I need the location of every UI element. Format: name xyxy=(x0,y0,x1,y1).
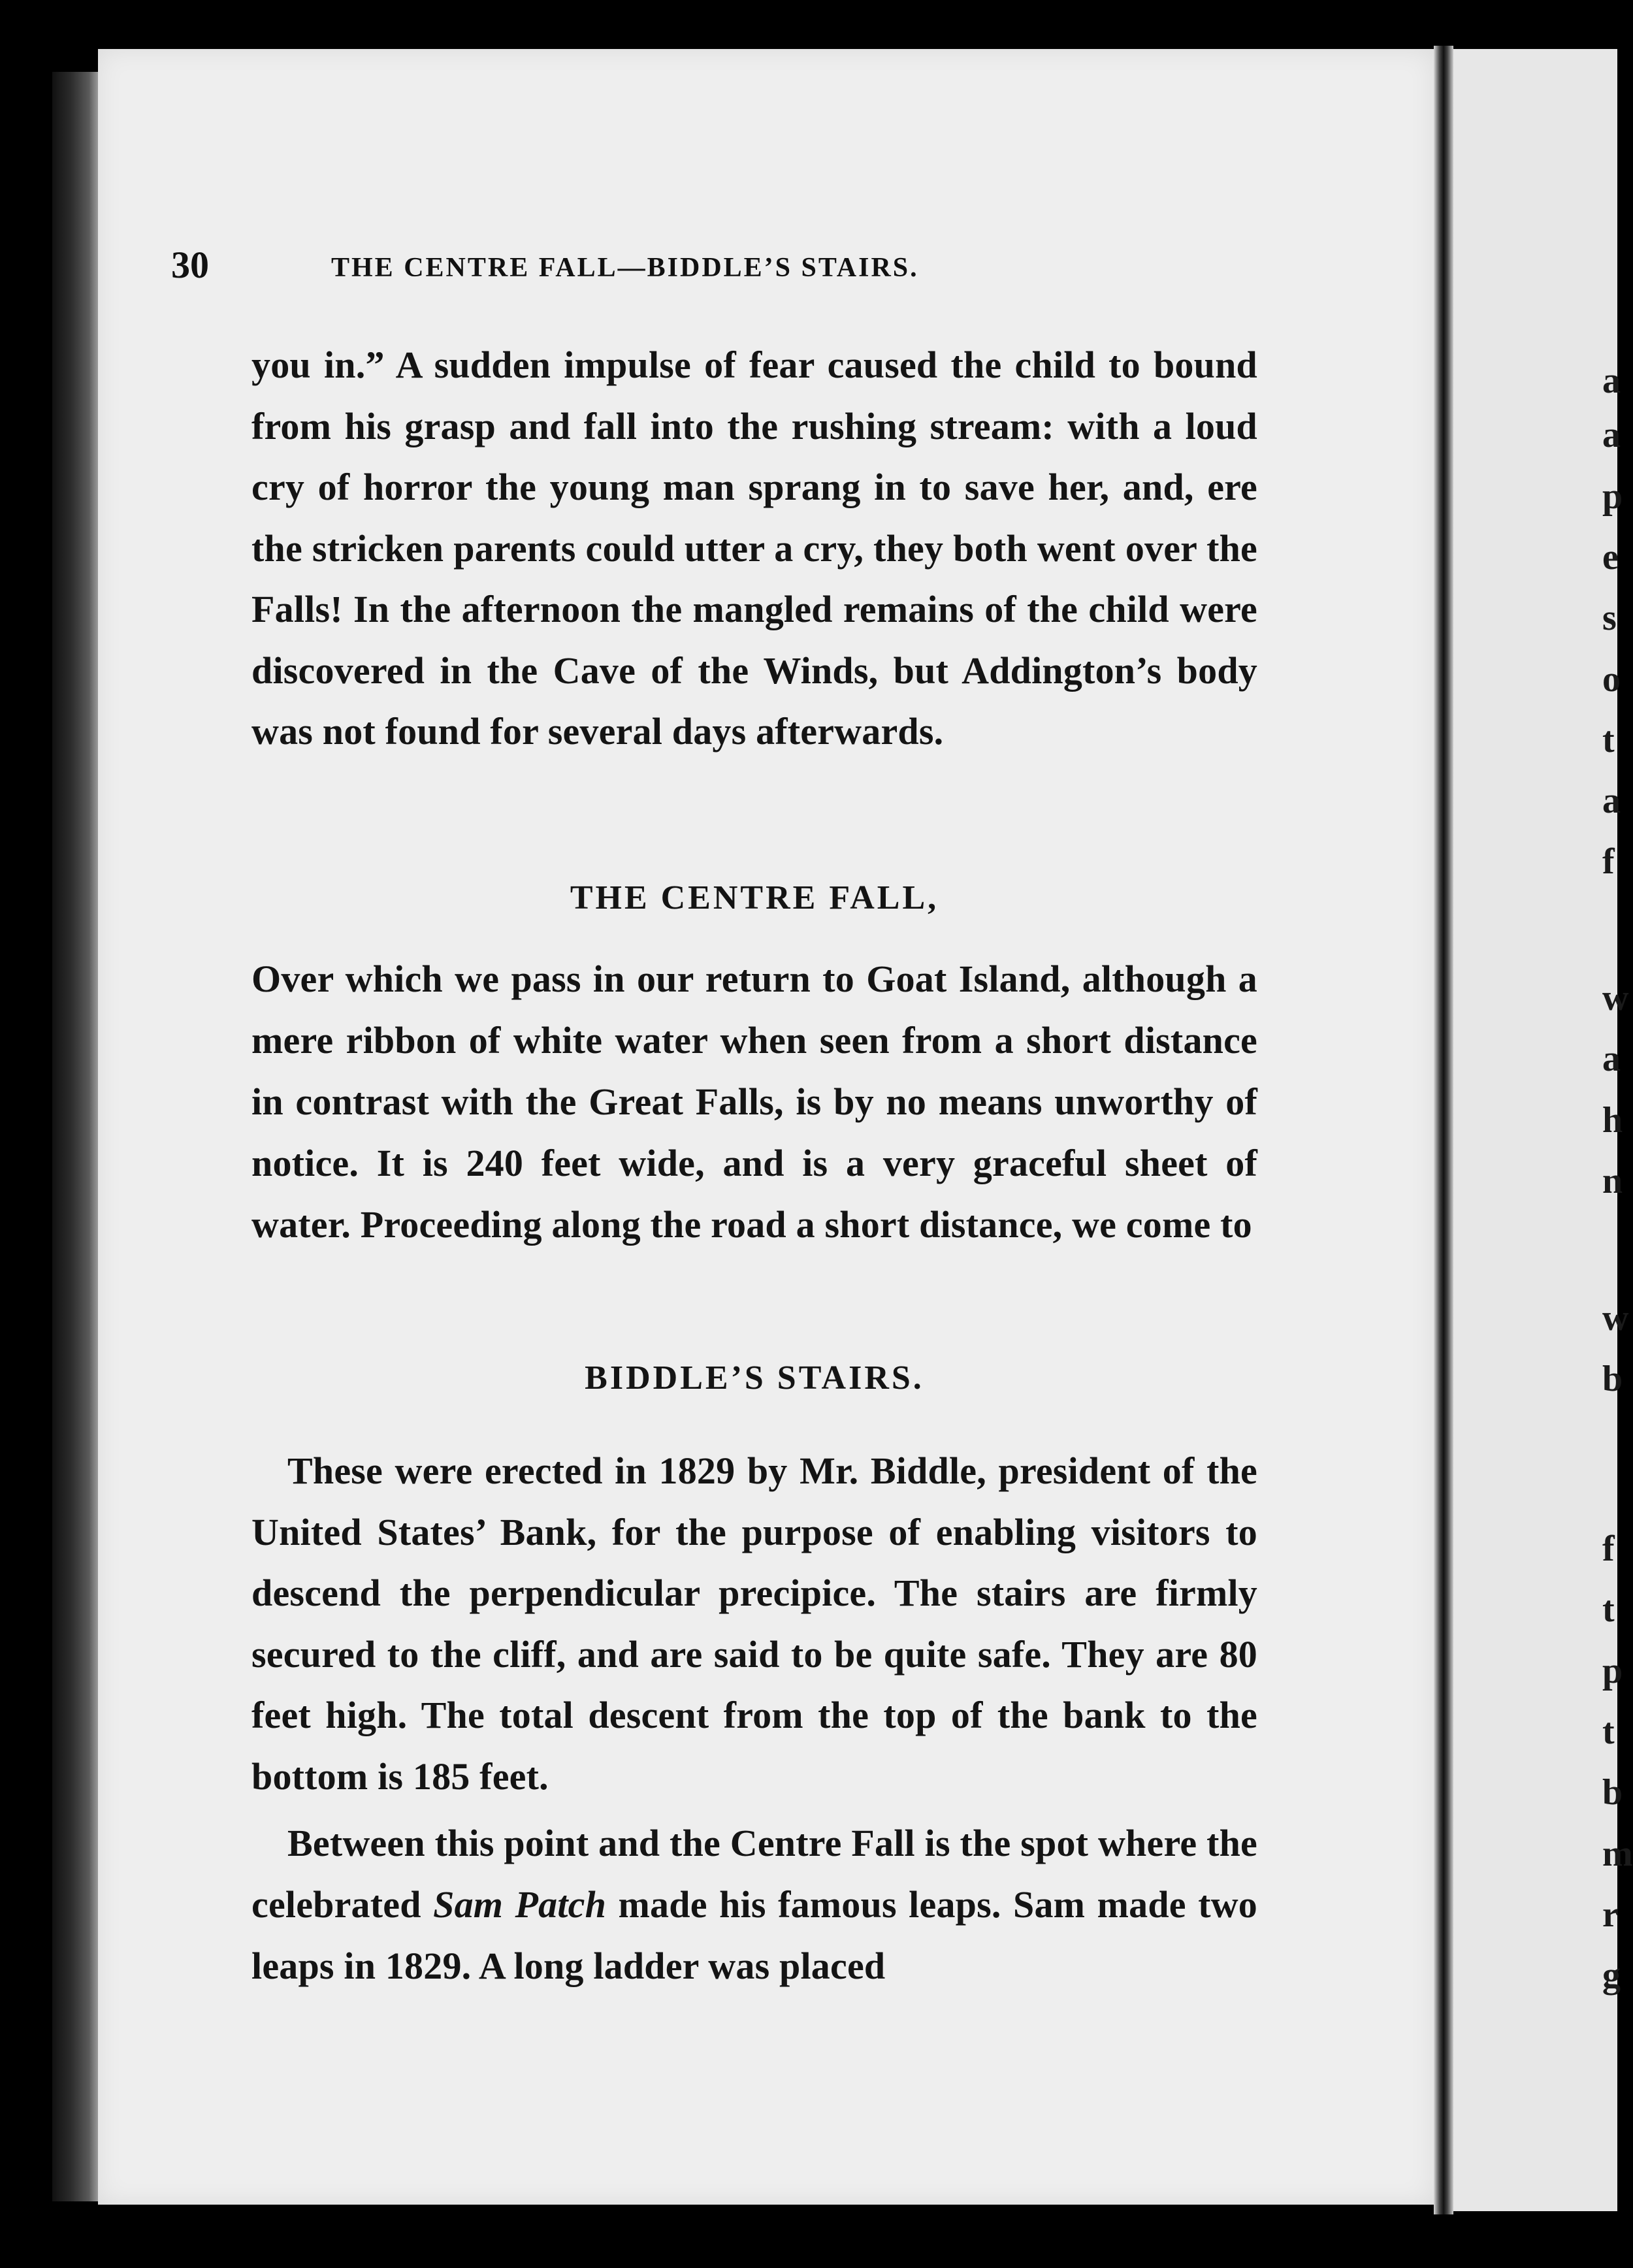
facing-page-fragment: b xyxy=(1602,1772,1623,1813)
facing-page-fragment: p xyxy=(1602,476,1623,517)
facing-page-fragment: n xyxy=(1602,1161,1623,1201)
facing-page-fragment: t xyxy=(1602,720,1615,760)
running-head xyxy=(171,243,1216,289)
paragraph-biddles-stairs: These were erected in 1829 by Mr. Biddle, president of the United States’ Bank, for the purpose of enabling visitors to descend the perpendicular precipice. The stairs are firmly secured to the cliff, and are said to be quite safe. They are 80 feet high. The total descent from the top of the bank to the bottom is 185 feet. xyxy=(251,1450,1257,1798)
facing-page-fragment: a xyxy=(1602,415,1621,455)
facing-page-fragment: e xyxy=(1602,537,1619,577)
facing-page-fragment: g xyxy=(1602,1955,1621,1996)
facing-page-fragment: m xyxy=(1602,1834,1633,1874)
facing-page-fragment: a xyxy=(1602,361,1621,401)
facing-page-fragment: h xyxy=(1602,1100,1623,1141)
facing-page xyxy=(1453,49,1633,2211)
running-head-title: THE CENTRE FALL—BIDDLE’S STAIRS. xyxy=(331,253,919,283)
sam-patch-text-before: Between this point and the Centre Fall is the spot where the celebrated xyxy=(251,1822,1257,1926)
facing-page-fragment: t xyxy=(1602,1589,1615,1630)
facing-page-fragment: w xyxy=(1602,978,1629,1018)
facing-page-fragment: f xyxy=(1602,841,1615,882)
sam-patch-name: Sam Patch xyxy=(433,1883,607,1926)
paragraph-addington-story: you in.” A sudden impulse of fear caused the child to bound from his grasp and fall into the rushing stream: with a loud cry of horror the young man sprang in to save her, and, ere the stricken parents could utter a cry, they both went over the Falls! In the afternoon the mangled remains of the child were discovered in the Cave of the Winds, but Addington’s body was not found for several days afterwards. xyxy=(251,344,1257,753)
facing-page-fragment: w xyxy=(1602,1298,1629,1338)
facing-page-fragment: b xyxy=(1602,1359,1623,1399)
facing-page-fragment: t xyxy=(1602,1711,1615,1752)
heading-biddles-stairs: BIDDLE’S STAIRS. xyxy=(585,1359,924,1397)
facing-page-fragment: p xyxy=(1602,1651,1623,1691)
facing-page-fragment: a xyxy=(1602,1039,1621,1079)
book-gutter xyxy=(1434,46,1453,2214)
paragraph-sam-patch xyxy=(251,1813,1257,1997)
heading-centre-fall: THE CENTRE FALL, xyxy=(570,879,939,916)
facing-page-fragment: r xyxy=(1602,1894,1619,1935)
page-number: 30 xyxy=(171,244,209,286)
paragraph-centre-fall: Over which we pass in our return to Goat Island, although a mere ribbon of white water when seen from a short distance in contrast with the Great Falls, is by no means unworthy of notice. It is 240 feet wide, and is a very graceful sheet of water. Proceeding along the road a short distance, we come to xyxy=(251,958,1257,1246)
facing-page-fragment: o xyxy=(1602,659,1621,700)
sam-patch-text-after: made his famous leaps. Sam made two leaps in 1829. A long ladder was placed xyxy=(251,1883,1258,1987)
facing-page-fragment: s xyxy=(1602,598,1617,638)
book-left-edge xyxy=(52,72,98,2201)
facing-page-fragment: f xyxy=(1602,1529,1615,1569)
facing-page-fragment: a xyxy=(1602,781,1621,821)
